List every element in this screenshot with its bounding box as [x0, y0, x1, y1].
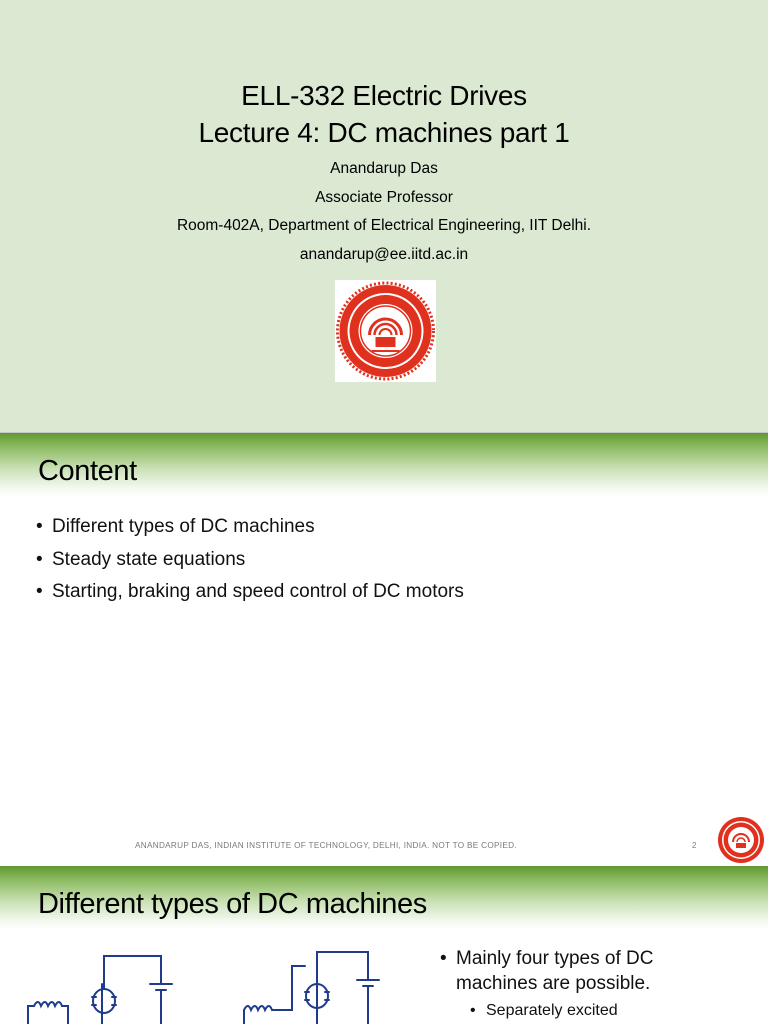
bullet-text: Steady state equations	[52, 549, 246, 570]
bullet-dot: •	[36, 581, 43, 602]
content-slide	[0, 433, 768, 866]
bullet-item	[36, 549, 245, 571]
bullet-text: Starting, braking and speed control of DC motors	[52, 581, 464, 602]
footer-logo	[716, 815, 766, 865]
lecture-course-title: ELL-332 Electric Drives	[241, 80, 527, 111]
bullet-item	[440, 948, 653, 970]
dc-types-slide	[0, 866, 768, 1024]
bullet-dot: •	[440, 948, 447, 969]
author-name: Anandarup Das	[330, 160, 438, 177]
page-number: 2	[692, 841, 697, 850]
bullet-text: Mainly four types of DC	[456, 948, 654, 969]
bullet-dot: •	[36, 549, 43, 570]
seal-icon	[716, 815, 766, 865]
shunt-sketch	[230, 944, 400, 1024]
separately-excited-sketch	[20, 944, 190, 1024]
author-email: anandarup@ee.iitd.ac.in	[299, 246, 469, 263]
title-slide	[0, 0, 768, 432]
lecture-title: Lecture 4: DC machines part 1	[198, 117, 570, 148]
slide-title: Different types of DC machines	[38, 888, 427, 920]
bullet-item	[36, 581, 464, 603]
bullet-dot: •	[470, 1002, 476, 1019]
sub-bullet-item	[470, 1002, 618, 1020]
bullet-text: Different types of DC machines	[52, 516, 315, 537]
author-position: Associate Professor	[315, 189, 453, 206]
sub-bullet-text: Separately excited	[486, 1002, 618, 1019]
slide-title: Content	[38, 455, 137, 487]
bullet-dot: •	[36, 516, 43, 537]
iit-delhi-logo	[335, 280, 436, 382]
slide-footer: ANANDARUP DAS, INDIAN INSTITUTE OF TECHNOLOGY, DELHI, INDIA. NOT TO BE COPIED.	[135, 841, 517, 850]
seal-icon	[335, 280, 436, 382]
bullet-continuation: machines are possible.	[456, 973, 651, 994]
author-address: Room-402A, Department of Electrical Engineering, IIT Delhi.	[176, 217, 592, 234]
bullet-item	[36, 516, 315, 538]
